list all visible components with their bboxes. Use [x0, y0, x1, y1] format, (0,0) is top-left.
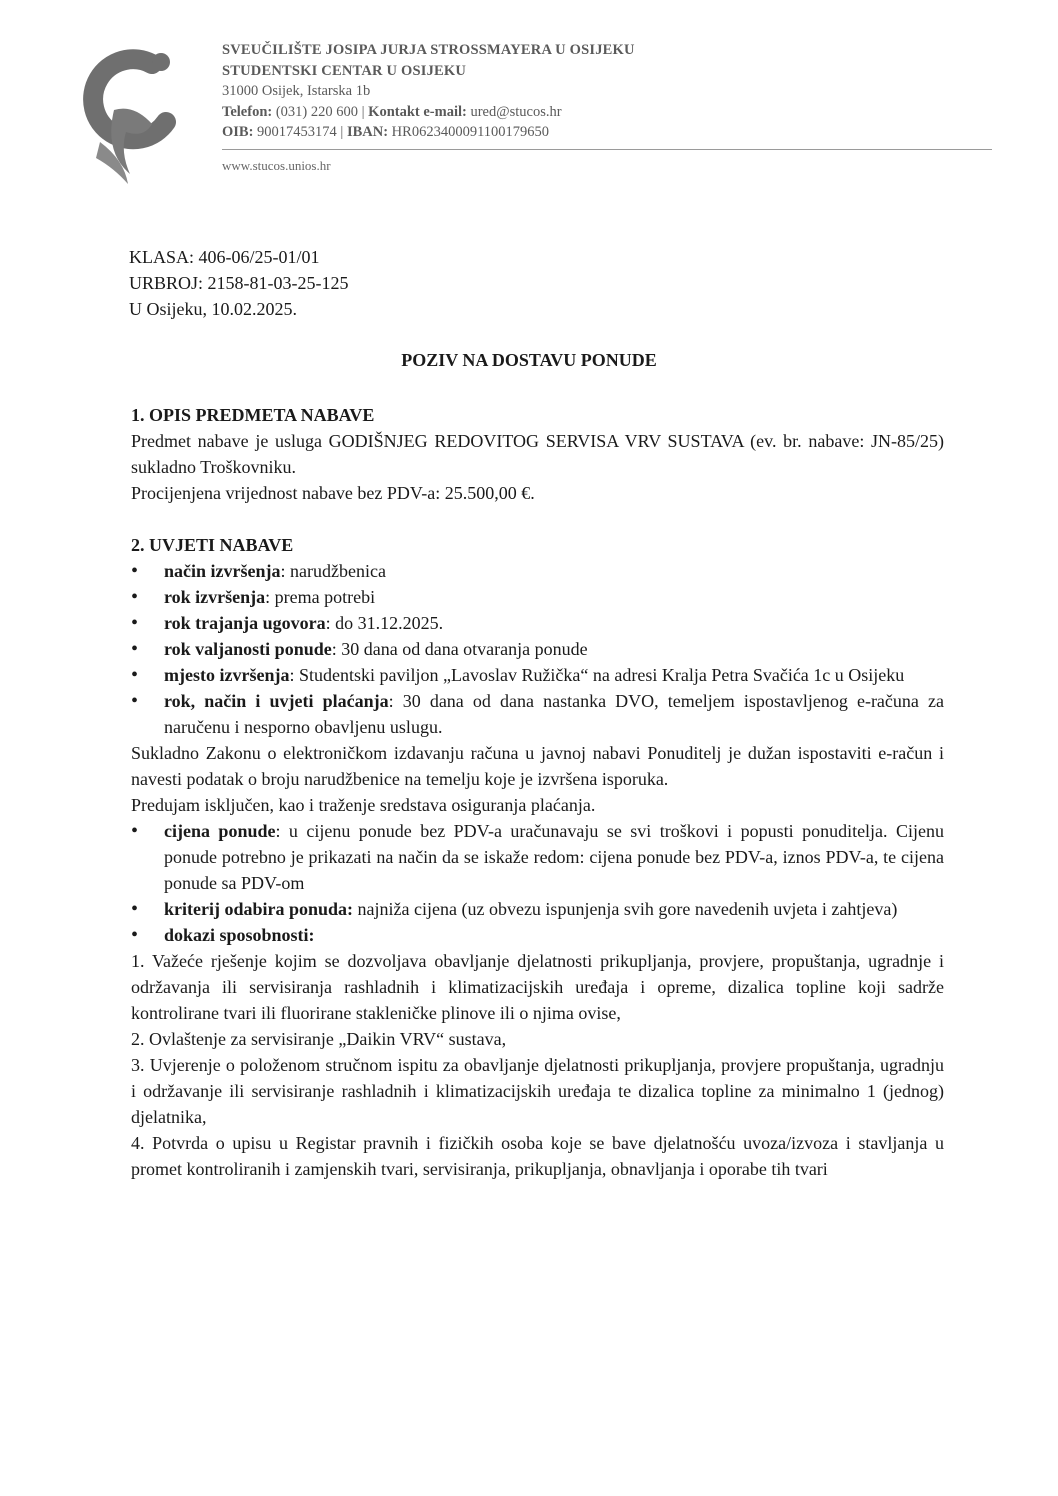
document-title: POZIV NA DOSTAVU PONUDE	[401, 350, 657, 370]
institution-name: STUDENTSKI CENTAR U OSIJEKU	[222, 62, 467, 79]
list-item: • cijena ponude: u cijenu ponude bez PDV-a uračunavaju se svi troškovi i popusti ponuditelja. Cijenu ponude potrebno je prikazati na način da se iskaže redom: cijena ponude bez PDV-a, iznos PDV-a, te cijena ponude sa PDV-om	[131, 818, 944, 896]
place-date: U Osijeku, 10.02.2025.	[129, 299, 297, 319]
university-name: SVEUČILIŠTE JOSIPA JURJA STROSSMAYERA U OSIJEKU	[222, 42, 635, 58]
list-item: • dokazi sposobnosti:	[131, 922, 944, 948]
paragraph: Procijenjena vrijednost nabave bez PDV-a: 25.500,00 €.	[131, 483, 535, 503]
email-label: Kontakt e-mail:	[368, 103, 467, 120]
contact-line	[222, 102, 1002, 123]
letterhead	[222, 40, 1002, 176]
paragraph: Sukladno Zakonu o elektroničkom izdavanju računa u javnoj nabavi Ponuditelj je dužan ispostaviti e-račun i navesti podatak o broju narudžbenice na temelju koje je izvršena isporuka.	[131, 743, 944, 789]
list-item: • mjesto izvršenja: Studentski paviljon „Lavoslav Ružička“ na adresi Kralja Petra Svačića 1c u Osijeku	[131, 662, 944, 688]
website-link[interactable]: www.stucos.unios.hr	[222, 157, 331, 173]
paragraph: Predujam isključen, kao i traženje sredstava osiguranja plaćanja.	[131, 795, 596, 815]
address: 31000 Osijek, Istarska 1b	[222, 83, 371, 99]
conditions-list-2	[131, 818, 944, 948]
oib: 90017453174	[257, 124, 337, 140]
separator: |	[361, 103, 365, 120]
iban-label: IBAN:	[346, 124, 389, 140]
phone-label: Telefon:	[222, 103, 273, 120]
stucos-logo-icon	[74, 42, 184, 192]
reference-block	[129, 244, 349, 322]
oib-label: OIB:	[222, 124, 254, 140]
phone: (031) 220 600	[275, 103, 359, 120]
section-heading: 1. OPIS PREDMETA NABAVE	[131, 405, 375, 425]
proof-item: 2. Ovlaštenje za servisiranje „Daikin VRV“ sustava,	[131, 1029, 507, 1049]
document-body	[131, 402, 944, 1182]
section-heading: 2. UVJETI NABAVE	[131, 535, 294, 555]
header-divider	[222, 149, 992, 150]
list-item: • način izvršenja: narudžbenica	[131, 558, 944, 584]
iban: HR0623400091100179650	[391, 124, 550, 140]
list-item: • kriterij odabira ponuda: najniža cijena (uz obvezu ispunjenja svih gore navedenih uvjeta i zahtjeva)	[131, 896, 944, 922]
list-item: • rok trajanja ugovora: do 31.12.2025.	[131, 610, 944, 636]
urbroj: URBROJ: 2158-81-03-25-125	[129, 273, 349, 293]
proof-item: 4. Potvrda o upisu u Registar pravnih i fizičkih osoba koje se bave djelatnošću uvoza/izvoza i stavljanja u promet kontroliranih i zamjenskih tvari, servisiranja, prikupljanja, obnavljanja i oporabe tih tvari	[131, 1133, 944, 1179]
conditions-list	[131, 558, 944, 740]
proof-item: 1. Važeće rješenje kojim se dozvoljava obavljanje djelatnosti prikupljanja, provjere, propuštanja, ugradnje i održavanja ili servisiranja rashladnih i klimatizacijskih uređaja i opreme, dizalica topline koji sadrže kontrolirane tvari ili fluorirane stakleničke plinove ili o njima ovise,	[131, 951, 944, 1023]
klasa: KLASA: 406-06/25-01/01	[129, 247, 320, 267]
proof-item: 3. Uvjerenje o položenom stručnom ispitu za obavljanje djelatnosti prikupljanja, provjere propuštanja, ugradnju i održavanje ili servisiranje rashladnih i klimatizacijskih uređaja te dizalica topline za minimalno 1 (jednog) djelatnika,	[131, 1055, 944, 1127]
email-link[interactable]: ured@stucos.hr	[470, 103, 562, 120]
paragraph: Predmet nabave je usluga GODIŠNJEG REDOVITOG SERVISA VRV SUSTAVA (ev. br. nabave: JN-85/25) sukladno Troškovniku.	[131, 431, 944, 477]
id-line	[222, 122, 1002, 143]
list-item: • rok, način i uvjeti plaćanja: 30 dana od dana nastanka DVO, temeljem ispostavljenog e-računa za naručenu i nesporno obavljenu uslugu.	[131, 688, 944, 740]
list-item: • rok valjanosti ponude: 30 dana od dana otvaranja ponude	[131, 636, 944, 662]
list-item: • rok izvršenja: prema potrebi	[131, 584, 944, 610]
separator: |	[340, 124, 344, 140]
